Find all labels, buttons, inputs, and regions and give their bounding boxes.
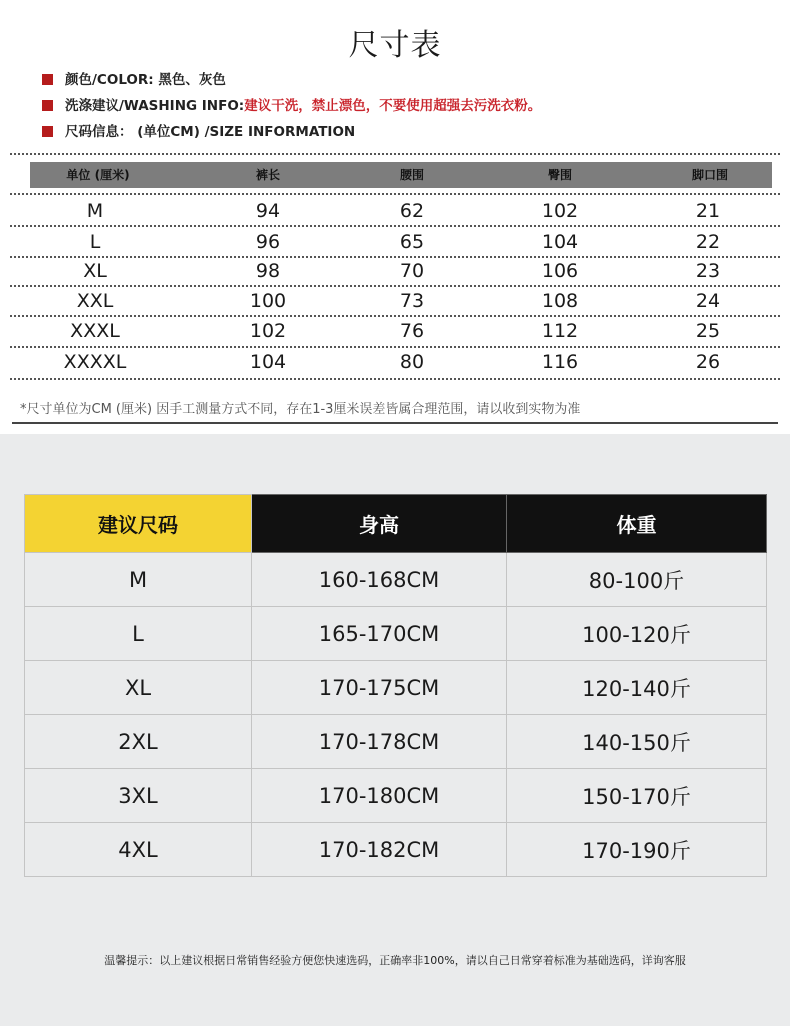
table-row	[25, 607, 767, 661]
page-title: 尺寸表	[348, 28, 442, 63]
hip-cell: 108	[541, 290, 579, 312]
length-cell: 102	[249, 320, 287, 342]
height-cell: 170-180CM	[252, 769, 507, 823]
size-cell: XL	[25, 661, 252, 715]
table-row	[30, 348, 772, 376]
hip-cell: 106	[541, 260, 579, 282]
size-cell: 4XL	[25, 823, 252, 877]
hip-cell: 116	[541, 351, 579, 373]
height-cell: 165-170CM	[252, 607, 507, 661]
size-cell: M	[86, 200, 104, 222]
size-cell: 3XL	[25, 769, 252, 823]
dotted-divider	[10, 225, 780, 227]
washing-value: 建议干洗，禁止漂色，不要使用超强去污洗衣粉。	[244, 98, 542, 114]
size-chart-section	[0, 0, 790, 434]
waist-cell: 73	[399, 290, 425, 312]
header-weight: 体重	[507, 495, 767, 553]
table-row	[25, 823, 767, 877]
hem-cell: 25	[695, 320, 721, 342]
size-cell: XXL	[76, 290, 114, 312]
length-cell: 100	[249, 290, 287, 312]
size-cell: M	[25, 553, 252, 607]
recommendation-table	[24, 494, 767, 877]
height-cell: 170-182CM	[252, 823, 507, 877]
size-info-text: 尺码信息： (单位CM) /SIZE INFORMATION	[65, 124, 356, 140]
length-cell: 96	[255, 231, 281, 253]
header-size: 建议尺码	[25, 495, 252, 553]
waist-cell: 65	[399, 231, 425, 253]
header-unit: 单位 (厘米)	[66, 168, 130, 182]
waist-cell: 70	[399, 260, 425, 282]
weight-cell: 120-140斤	[507, 661, 767, 715]
weight-cell: 150-170斤	[507, 769, 767, 823]
header-height: 身高	[252, 495, 507, 553]
length-cell: 98	[255, 260, 281, 282]
waist-cell: 62	[399, 200, 425, 222]
size-table-header	[30, 162, 772, 188]
length-cell: 104	[249, 351, 287, 373]
size-cell: L	[25, 607, 252, 661]
table-row	[25, 661, 767, 715]
weight-cell: 100-120斤	[507, 607, 767, 661]
header-waist: 腰围	[399, 168, 425, 182]
table-row	[30, 197, 772, 225]
table-row	[30, 257, 772, 285]
table-row	[30, 228, 772, 256]
table-header-row	[25, 495, 767, 553]
color-text: 颜色/COLOR: 黑色、灰色	[65, 72, 226, 88]
size-info	[42, 120, 355, 140]
hip-cell: 104	[541, 231, 579, 253]
hem-cell: 23	[695, 260, 721, 282]
height-cell: 170-178CM	[252, 715, 507, 769]
hem-cell: 24	[695, 290, 721, 312]
weight-cell: 140-150斤	[507, 715, 767, 769]
washing-info	[42, 94, 541, 114]
header-hem: 脚口围	[691, 168, 729, 182]
table-row	[25, 769, 767, 823]
color-info	[42, 68, 226, 88]
hem-cell: 26	[695, 351, 721, 373]
size-cell: XXXL	[70, 320, 120, 342]
washing-label: 洗涤建议/WASHING INFO:	[65, 98, 245, 114]
divider-line	[12, 422, 778, 424]
weight-cell: 170-190斤	[507, 823, 767, 877]
hip-cell: 112	[541, 320, 579, 342]
length-cell: 94	[255, 200, 281, 222]
dotted-divider	[10, 153, 780, 155]
height-cell: 160-168CM	[252, 553, 507, 607]
warm-tip: 温馨提示：以上建议根据日常销售经验方便您快速选码，正确率非100%，请以自己日常穿着标准为基础选码，详询客服	[104, 954, 686, 967]
bullet-square-icon	[42, 74, 53, 85]
dotted-divider	[10, 193, 780, 195]
header-hip: 臀围	[547, 168, 573, 182]
hem-cell: 22	[695, 231, 721, 253]
waist-cell: 80	[399, 351, 425, 373]
header-length: 裤长	[255, 168, 281, 182]
table-row	[30, 317, 772, 345]
table-row	[30, 287, 772, 315]
hip-cell: 102	[541, 200, 579, 222]
waist-cell: 76	[399, 320, 425, 342]
table-row	[25, 553, 767, 607]
hem-cell: 21	[695, 200, 721, 222]
measurement-note: *尺寸单位为CM (厘米) 因手工测量方式不同，存在1-3厘米误差皆属合理范围，请以收到实物为准	[20, 402, 581, 417]
height-cell: 170-175CM	[252, 661, 507, 715]
size-cell: L	[89, 231, 101, 253]
size-cell: 2XL	[25, 715, 252, 769]
bullet-square-icon	[42, 100, 53, 111]
size-cell: XL	[83, 260, 107, 282]
dotted-divider	[10, 378, 780, 380]
weight-cell: 80-100斤	[507, 553, 767, 607]
table-row	[25, 715, 767, 769]
bullet-square-icon	[42, 126, 53, 137]
size-cell: XXXXL	[63, 351, 127, 373]
